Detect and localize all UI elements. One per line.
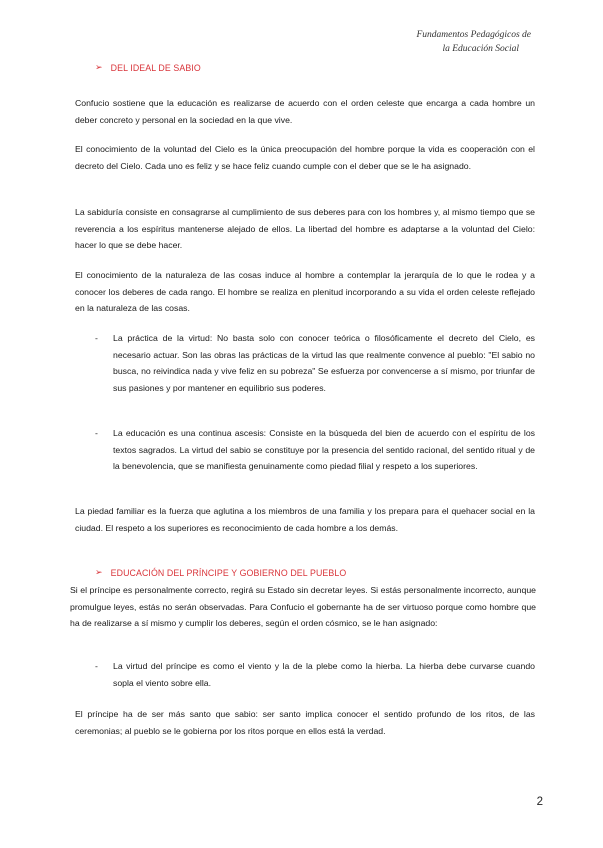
paragraph-2: El conocimiento de la voluntad del Cielo es la única preocupación del hombre porque la vida es cooperación con el decreto del Cielo. Cada uno es feliz y se hace feliz cuando cumple con el deber que se le ha asignado. [75, 144, 535, 171]
paragraph-1: Confucio sostiene que la educación es realizarse de acuerdo con el orden celeste que encarga a cada hombre un deber concreto y personal en la sociedad en la que vive. [75, 98, 535, 125]
paragraph-4: El conocimiento de la naturaleza de las cosas induce al hombre a contemplar la jerarquía de lo que le rodea y a conocer los deberes de cada rango. El hombre se realiza en plenitud incorporando a su vida el orden celeste reflejado en la naturaleza de las cosas. [75, 270, 535, 313]
paragraph-5: La piedad familiar es la fuerza que aglutina a los miembros de una familia y los prepara para el quehacer social en la ciudad. El respeto a los superiores es reconocimiento de cada hombre a los demás. [75, 506, 535, 533]
running-header [331, 28, 531, 56]
bullet-text: La educación es una continua ascesis: Consiste en la búsqueda del bien de acuerdo con el espíritu de los textos sagrados. La virtud del sabio se constituye por la presencia del sentido racional, del sentido ritual y de la benevolencia, que se manifiesta genuinamente como piedad filial y respeto a los superiores. [113, 428, 535, 471]
dash-bullet: - [95, 333, 98, 343]
section-title: EDUCACIÓN DEL PRÍNCIPE Y GOBIERNO DEL PUEBLO [110, 567, 347, 578]
section-heading-educacion-principe [95, 567, 346, 578]
paragraph-7: El príncipe ha de ser más santo que sabio: ser santo implica conocer el sentido profundo de los ritos, de las ceremonias; al pueblo se le gobierna por los ritos porque en ellos está la verdad. [75, 709, 535, 736]
paragraph-3: La sabiduría consiste en consagrarse al cumplimiento de sus deberes para con los hombres y, al mismo tiempo que se reverencia a los espíritus mantenerse alejado de ellos. La libertad del hombre es adaptarse a la voluntad del Cielo: hacer lo que se debe hacer. [75, 207, 535, 250]
header-line-1: Fundamentos Pedagógicos de [416, 30, 531, 40]
header-line-2: la Educación Social [442, 44, 519, 54]
section-heading-ideal-sabio [95, 62, 201, 73]
page-number: 2 [536, 796, 543, 808]
bullet-item [95, 425, 535, 475]
section-title: DEL IDEAL DE SABIO [110, 62, 201, 73]
arrowhead-bullet-icon: ➢ [95, 567, 103, 577]
dash-bullet: - [95, 661, 98, 671]
paragraph-6: Si el príncipe es personalmente correcto, regirá su Estado sin decretar leyes. Si estás personalmente incorrecto, aunque promulgue leyes, estás no serán observadas. Para Confucio el gobernante ha de ser virtuoso porque como hombre que ha de realizarse a sí mismo y cumplir los deberes, según el orden cósmico, se le han asignado: [70, 585, 536, 628]
dash-bullet: - [95, 428, 98, 438]
bullet-item [95, 330, 535, 396]
bullet-text: La práctica de la virtud: No basta solo con conocer teórica o filosóficamente el decreto del Cielo, es necesario actuar. Son las obras las prácticas de la virtud las que realmente convence al pueblo: "El sabio no busca, no reivindica nada y vive feliz en su pobreza" Se esfuerza por convencerse a sí mismo, por triunfar de sus pasiones y por mantener en equilibrio sus poderes. [113, 333, 535, 393]
arrowhead-bullet-icon: ➢ [95, 62, 103, 72]
bullet-item [95, 658, 535, 691]
bullet-text: La virtud del príncipe es como el viento y la de la plebe como la hierba. La hierba debe curvarse cuando sopla el viento sobre ella. [113, 661, 535, 688]
